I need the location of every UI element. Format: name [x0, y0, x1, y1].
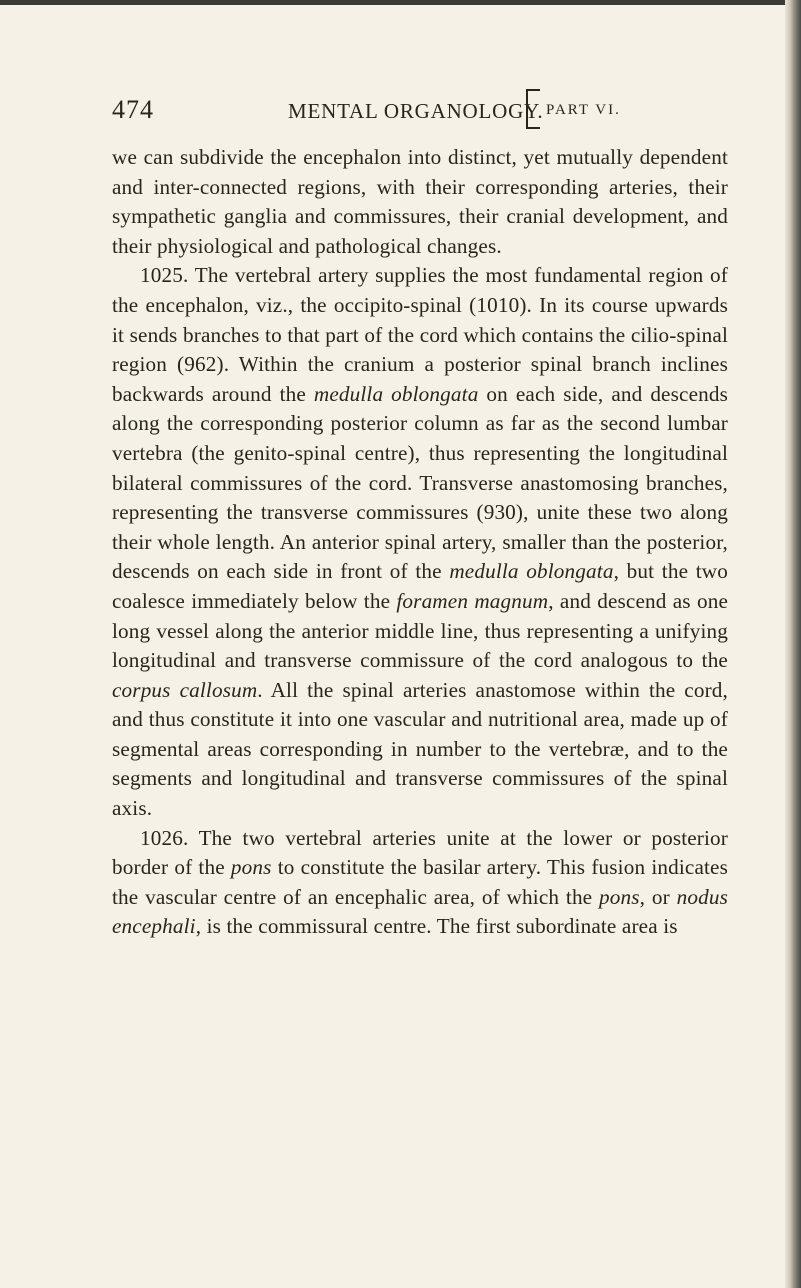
- italic-term: medulla oblongata: [449, 559, 614, 584]
- italic-term: foramen magnum: [396, 588, 549, 613]
- italic-term: corpus callosum: [112, 677, 258, 702]
- book-page: [112, 95, 728, 942]
- text-run: , or: [639, 884, 677, 909]
- italic-term: medulla oblongata: [313, 381, 479, 406]
- running-head: [112, 95, 728, 143]
- section-bracket: [526, 89, 540, 129]
- page-number: 474: [112, 95, 154, 124]
- text-run: , and descend as one long vessel along the anterior middle line, thus representing a unifying longitudinal and transverse commissure of the cord analogous to the: [112, 588, 728, 673]
- paragraph-continuation: [112, 143, 728, 261]
- text-run: , but the two coalesce immediately below the: [112, 559, 728, 613]
- italic-term: pons: [599, 884, 640, 909]
- paragraph-1026: [112, 824, 728, 942]
- text-run: 1025. The vertebral artery supplies the most fundamental region of the encephalon, viz., the occipito-spinal (1010). In its course upwards it sends branches to that part of the cord which contains the cilio-spinal region (962). Within the cranium a posterior spinal branch inclines backwards around the: [112, 263, 728, 406]
- running-title: MENTAL ORGANOLOGY.: [288, 99, 544, 123]
- paragraph-text: we can subdivide the encephalon into distinct, yet mutually dependent and inter-connected regions, with their corresponding arteries, their sympathetic ganglia and commissures, their cranial development, and their physiological and pathological changes.: [112, 145, 728, 258]
- paragraph-1025: [112, 261, 728, 823]
- text-run: on each side, and descends along the corresponding posterior column as far as the second lumbar vertebra (the genito-spinal centre), thus representing the longitudinal bilateral commissures of the cord. Transverse anastomosing branches, representing the transverse commissures (930), unite these two along their whole length. An anterior spinal artery, smaller than the posterior, descends on each side in front of the: [112, 381, 729, 584]
- italic-term: nodus encephali: [112, 884, 729, 939]
- text-run: 1026. The two vertebral arteries unite at the lower or posterior border of the: [112, 825, 728, 880]
- top-edge-rule: [0, 0, 801, 5]
- section-label: PART VI.: [546, 102, 621, 118]
- body-text: [112, 143, 728, 942]
- text-run: to constitute the basilar artery. This fusion indicates the vascular centre of an encephalic area, of which the: [112, 855, 729, 909]
- italic-term: pons: [230, 855, 272, 880]
- page-edge-shadow: [785, 0, 801, 1288]
- text-run: , is the commissural centre. The first subordinate area is: [195, 914, 678, 939]
- text-run: . All the spinal arteries anastomose within the cord, and thus constitute it into one vascular and nutritional area, made up of segmental areas corresponding in number to the vertebræ, and to the segments and longitudinal and transverse commissures of the spinal axis.: [112, 677, 728, 821]
